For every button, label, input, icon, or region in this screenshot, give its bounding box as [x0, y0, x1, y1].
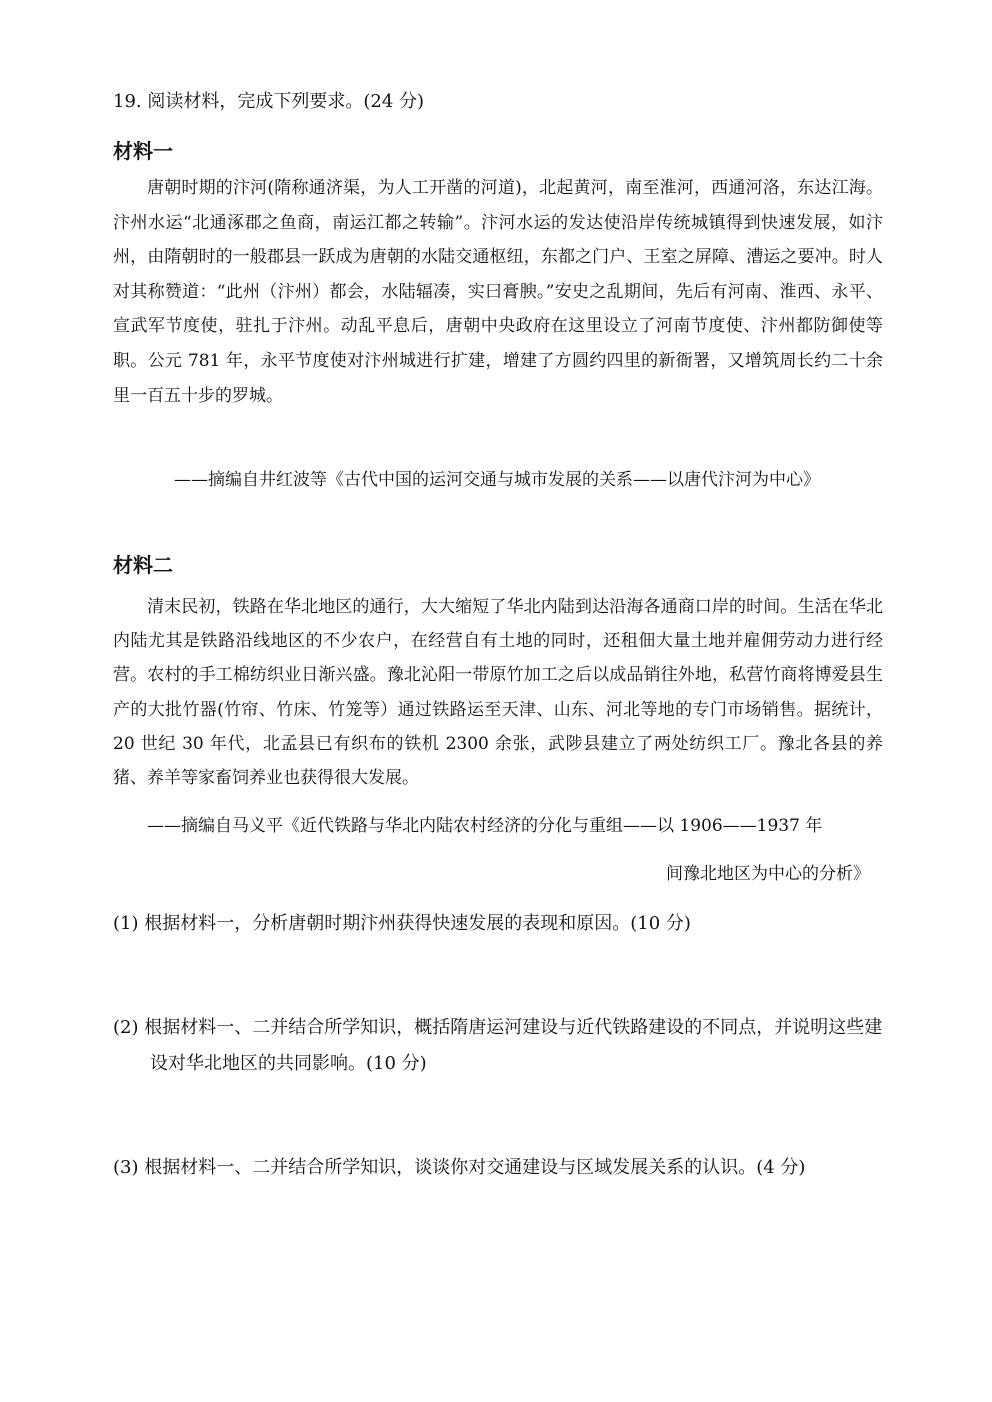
material-two-source-line1: ——摘编自马义平《近代铁路与华北内陆农村经济的分化与重组——以 1906——1937 年 — [147, 816, 823, 836]
sub-question-3: (3) 根据材料一、二并结合所学知识，谈谈你对交通建设与区域发展关系的认识。(4 分) — [113, 1157, 806, 1178]
answer-area-3[interactable] — [113, 1226, 883, 1346]
material-two-source-line2: 间豫北地区为中心的分析》 — [666, 864, 870, 884]
question-title: 19. 阅读材料，完成下列要求。(24 分) — [113, 91, 425, 112]
sub-question-2: (2) 根据材料一、二并结合所学知识，概括隋唐运河建设与近代铁路建设的不同点，并说明这些建设对华北地区的共同影响。(10 分) — [113, 1017, 883, 1074]
sub-question-1: (1) 根据材料一，分析唐朝时期汴州获得快速发展的表现和原因。(10 分) — [113, 913, 691, 934]
material-two-text: 清末民初，铁路在华北地区的通行，大大缩短了华北内陆到达沿海各通商口岸的时间。生活在华北内陆尤其是铁路沿线地区的不少农户，在经营自有土地的同时，还租佃大量土地并雇佣劳动力进行经营。农村的手工棉纺织业日渐兴盛。豫北沁阳一带原竹加工之后以成品销往外地，私营竹商将博爱县生产的大批竹器(竹帘、竹床、竹笼等）通过铁路运至天津、山东、河北等地的专门市场销售。据统计，20 世纪 30 年代，北孟县已有织布的铁机 2300 余张，武陟县建立了两处纺织工厂。豫北各县的养猪、养羊等家畜饲养业也获得很大发展。 — [113, 597, 883, 789]
answer-area-1[interactable] — [113, 946, 883, 1006]
material-one-text: 唐朝时期的汴河(隋称通济渠，为人工开凿的河道)，北起黄河，南至淮河，西通河洛，东达江海。汴州水运“北通涿郡之鱼商，南运江都之转输”。汴河水运的发达使沿岸传统城镇得到快速发展，如汴州，由隋朝时的一般郡县一跃成为唐朝的水陆交通枢纽，东都之门户、王室之屏障、漕运之要冲。时人对其称赞道：“此州（汴州）都会，水陆辐凑，实曰膏腴。”安史之乱期间，先后有河南、淮西、永平、宣武军节度使，驻扎于汴州。动乱平息后，唐朝中央政府在这里设立了河南节度使、汴州都防御使等职。公元 781 年，永平节度使对汴州城进行扩建，增建了方圆约四里的新衙署，又增筑周长约二十余里一百五十步的罗城。 — [113, 178, 883, 406]
material-one-source: ——摘编自井红波等《古代中国的运河交通与城市发展的关系——以唐代汴河为中心》 — [174, 470, 820, 490]
material-two-heading: 材料二 — [113, 553, 173, 577]
material-one-heading: 材料一 — [113, 139, 173, 163]
answer-area-2[interactable] — [113, 1086, 883, 1146]
